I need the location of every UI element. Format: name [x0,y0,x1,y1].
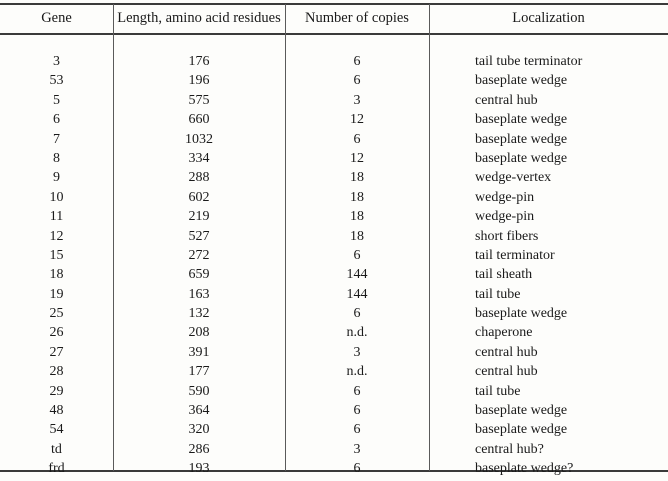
cell-localization: tail sheath [475,267,533,283]
cell-localization: baseplate wedge [475,422,568,438]
cell-copies: 6 [353,247,361,263]
cell-copies: 6 [353,54,361,69]
cell-copies: n.d. [346,364,368,380]
table-row [0,323,668,342]
table-row [0,382,668,401]
cell-length: 602 [188,189,210,205]
cell-copies: 6 [353,461,361,477]
cell-gene: 28 [49,364,64,380]
cell-copies: 12 [350,112,364,128]
column-header-length: Length, amino acid residues [117,10,281,26]
cell-copies: 18 [350,228,364,244]
cell-copies: 12 [350,150,364,166]
cell-length: 364 [188,403,210,419]
cell-localization: baseplate wedge [475,150,568,166]
table-row [0,71,668,90]
table-row [0,91,668,110]
cell-copies: 18 [350,209,364,225]
cell-length: 177 [188,364,210,380]
table-row [0,343,668,362]
cell-gene: frd [48,461,65,477]
cell-length: 132 [188,306,210,322]
cell-localization: short fibers [475,228,539,244]
table-row [0,265,668,284]
cell-length: 219 [188,209,210,225]
cell-gene: 5 [53,92,60,108]
cell-length: 163 [188,286,210,302]
cell-localization: wedge-pin [475,209,535,225]
cell-length: 196 [188,73,210,89]
cell-length: 527 [188,228,210,244]
table-row [0,285,668,304]
cell-length: 272 [188,247,210,263]
cell-length: 288 [188,170,210,186]
cell-length: 590 [188,383,210,399]
cell-copies: 18 [350,189,364,205]
cell-copies: 6 [353,73,361,89]
column-header-localization: Localization [512,10,585,26]
cell-localization: baseplate wedge [475,112,568,128]
cell-gene: 3 [53,54,60,69]
cell-length: 334 [188,150,210,166]
cell-copies: 6 [353,383,361,399]
cell-copies: 6 [353,306,361,322]
cell-gene: 19 [49,286,64,302]
cell-copies: 144 [346,286,368,302]
table-row [0,401,668,420]
cell-gene: 48 [49,403,64,419]
column-header-gene: Gene [41,10,72,26]
cell-length: 286 [188,441,210,457]
cell-gene: 18 [49,267,64,283]
cell-gene: td [51,441,62,457]
cell-gene: 29 [49,383,64,399]
cell-copies: 3 [353,344,361,360]
cell-localization: tail tube terminator [475,54,583,69]
cell-length: 659 [188,267,210,283]
cell-length: 176 [188,54,210,69]
column-header-copies: Number of copies [305,10,409,26]
table-row [0,227,668,246]
cell-localization: central hub [475,364,538,380]
cell-length: 320 [188,422,210,438]
table-row [0,188,668,207]
cell-localization: tail tube [475,383,521,399]
cell-copies: 144 [346,267,368,283]
cell-localization: chaperone [475,325,533,341]
cell-localization: central hub [475,344,538,360]
cell-gene: 9 [53,170,60,186]
cell-copies: 6 [353,403,361,419]
cell-length: 193 [188,461,210,477]
cell-gene: 53 [49,73,64,89]
table-row [0,304,668,323]
cell-gene: 25 [49,306,64,322]
cell-localization: central hub [475,92,538,108]
cell-localization: tail terminator [475,247,555,263]
table-header-rule [0,33,668,35]
table-row [0,110,668,129]
cell-length: 391 [188,344,210,360]
cell-copies: 3 [353,441,361,457]
table-row [0,207,668,226]
cell-localization: baseplate wedge? [475,461,574,477]
cell-gene: 10 [49,189,64,205]
cell-gene: 12 [49,228,64,244]
cell-copies: 3 [353,92,361,108]
table-row [0,362,668,381]
cell-localization: baseplate wedge [475,306,568,322]
cell-gene: 26 [49,325,64,341]
cell-gene: 54 [49,422,64,438]
table-header-row [0,5,668,32]
table-row [0,149,668,168]
cell-copies: 18 [350,170,364,186]
cell-gene: 15 [49,247,64,263]
table-row [0,168,668,187]
cell-gene: 6 [53,112,60,128]
cell-localization: tail tube [475,286,521,302]
cell-localization: baseplate wedge [475,131,568,147]
cell-copies: 6 [353,131,361,147]
table-row [0,246,668,265]
cell-copies: n.d. [346,325,368,341]
cell-gene: 27 [49,344,64,360]
cell-localization: baseplate wedge [475,73,568,89]
table-row [0,52,668,71]
table-row [0,420,668,439]
cell-localization: central hub? [475,441,544,457]
cell-copies: 6 [353,422,361,438]
cell-length: 575 [188,92,210,108]
cell-localization: wedge-vertex [475,170,552,186]
cell-length: 660 [188,112,210,128]
table-body [0,52,668,479]
cell-length: 208 [188,325,210,341]
cell-gene: 11 [49,209,64,225]
table-row [0,459,668,478]
cell-gene: 8 [53,150,60,166]
cell-localization: baseplate wedge [475,403,568,419]
cell-localization: wedge-pin [475,189,535,205]
table-row [0,440,668,459]
table-row [0,130,668,149]
cell-gene: 7 [53,131,60,147]
cell-length: 1032 [185,131,213,147]
